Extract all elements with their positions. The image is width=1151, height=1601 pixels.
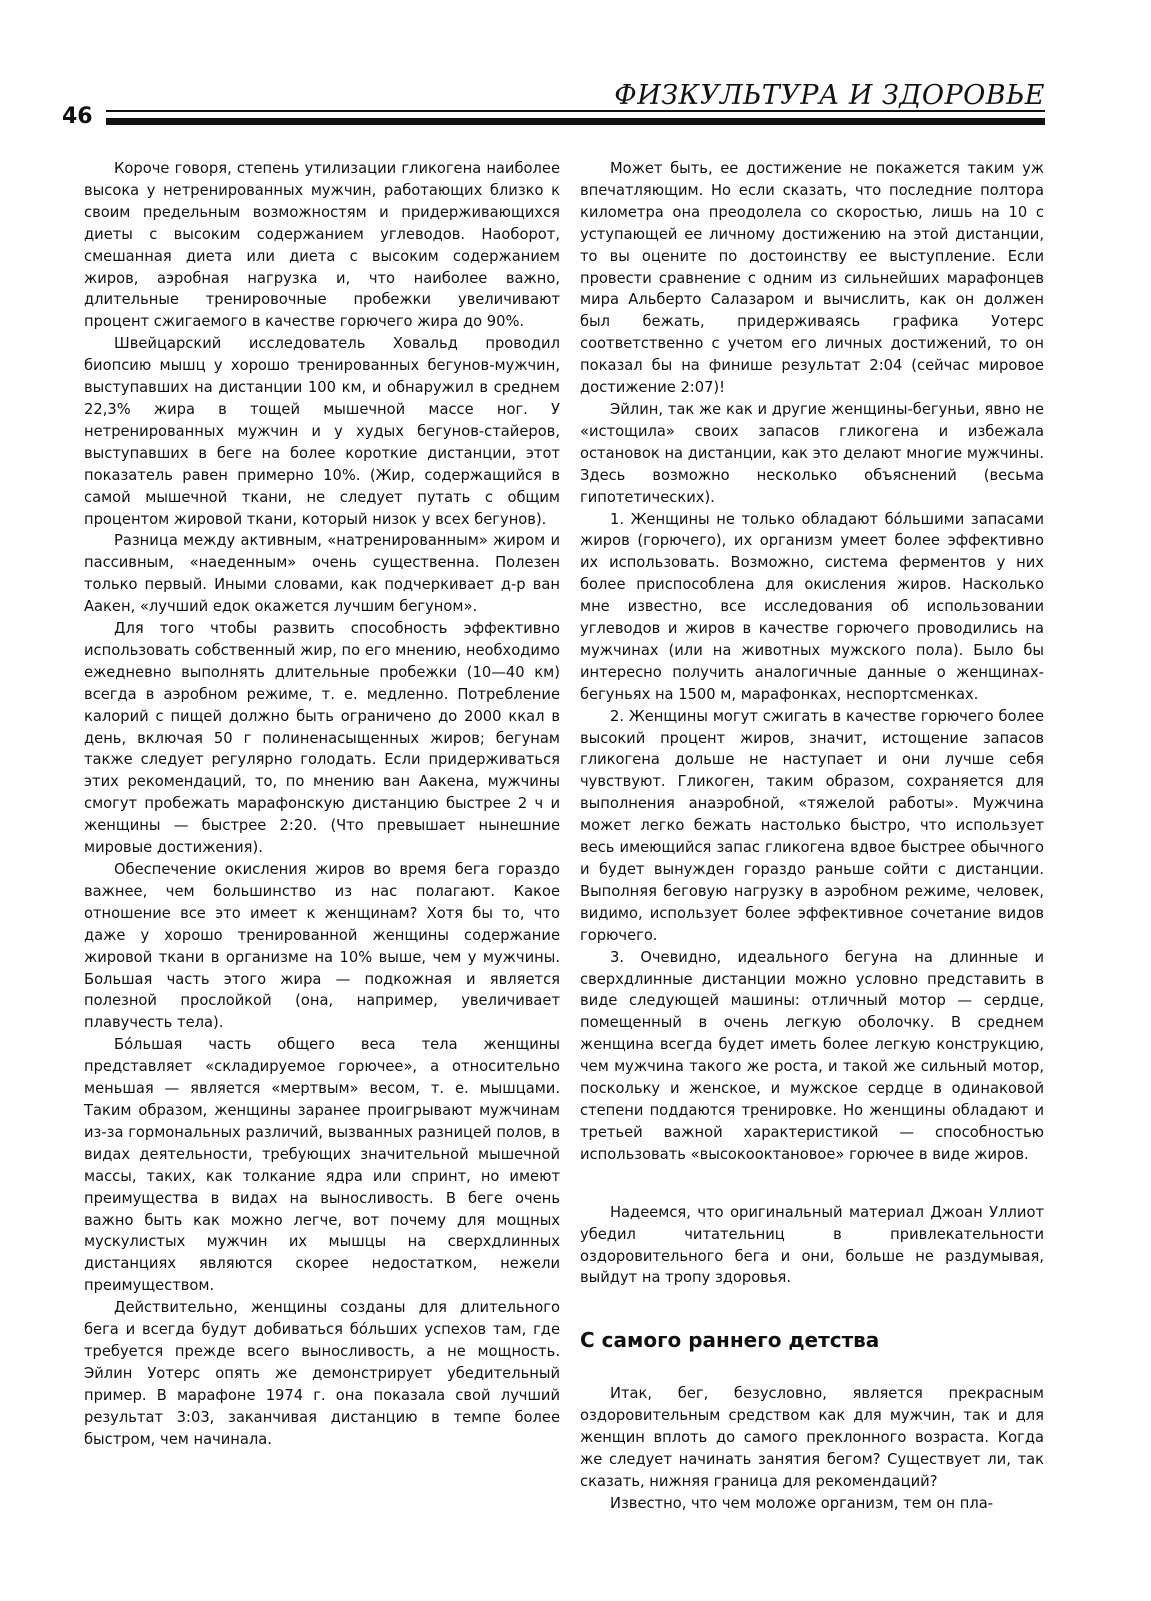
paragraph: Для того чтобы развить способность эффективно использовать собственный жир, по его мнению, необходимо ежедневно выполнять длительные пробежки (10—40 км) всегда в аэробном режиме, т. е. медленно. Потребление калорий с пищей должно быть ограничено до 2000 ккал в день, включая 50 г полиненасыщенных жиров; бегунам также следует регулярно голодать. Если придерживаться этих рекомендаций, то, по мнению ван Аакена, мужчины смогут пробежать марафонскую дистанцию быстрее 2 ч и женщины — быстрее 2:20. (Что превышает нынешние мировые достижения).: [84, 620, 560, 857]
header-rule-thick: [106, 118, 1045, 125]
paragraph: 1. Женщины не только обладают бо́льшими запасами жиров (горючего), их организм умеет более эффективно их использовать. Возможно, система ферментов у них более приспособлена для окисления жиров. Насколько мне известно, все исследования об использовании углеводов и жиров в качестве горючего проводились на мужчинах (или на животных мужского пола). Было бы интересно получить аналогичные данные о женщинах-бегуньях на 1500 м, марафонках, неспортсменках.: [580, 510, 1044, 703]
paragraph: Итак, бег, безусловно, является прекрасным оздоровительным средством как для мужчин, так и для женщин вплоть до самого преклонного возраста. Когда же следует начинать занятия бегом? Существует ли, так сказать, нижняя граница для рекомендаций?: [580, 1385, 1044, 1490]
right-text-column: [580, 158, 1044, 1515]
paragraph: Действительно, женщины созданы для длительного бега и всегда будут добиваться бо́льших успехов там, где требуется прежде всего выносливость, а не мощность. Эйлин Уотерс опять же демонстрирует убедительный пример. В марафоне 1974 г. она показала свой лучший результат 3:03, заканчивая дистанцию в темпе более быстром, чем начинала.: [84, 1299, 560, 1448]
running-section-title: ФИЗКУЛЬТУРА И ЗДОРОВЬЕ: [614, 80, 1045, 111]
paragraph: 3. Очевидно, идеального бегуна на длинные и сверхдлинные дистанции можно условно представить в виде следующей машины: отличный мотор — сердце, помещенный в очень легкую оболочку. В среднем женщина всегда будет иметь более легкую конструкцию, чем мужчина такого же роста, и такой же сильный мотор, поскольку и женское, и мужское сердце в одинаковой степени поддаются тренировке. Но женщины обладают и третьей важной характеристикой — способностью использовать «высокооктановое» горючее в виде жиров.: [580, 948, 1044, 1163]
paragraph: Швейцарский исследователь Ховальд проводил биопсию мышц у хорошо тренированных бегунов-мужчин, выступавших на дистанции 100 км, и обнаружил в среднем 22,3% жира в тощей мышечной массе ног. У нетренированных мужчин и у худых бегунов-стайеров, выступавших в беге на более короткие дистанции, этот показатель равен примерно 10%. (Жир, содержащийся в самой мышечной ткани, не следует путать с общим процентом жировой ткани, который низок у всех бегунов).: [84, 335, 560, 528]
paragraph: Обеспечение окисления жиров во время бега гораздо важнее, чем большинство из нас полагают. Какое отношение все это имеет к женщинам? Хотя бы то, что даже у хорошо тренированной женщины содержание жировой ткани в организме на 10% выше, чем у мужчины. Большая часть этого жира — подкожная и является полезной прослойкой (она, например, увеличивает плавучесть тела).: [84, 861, 560, 1032]
paragraph: Известно, что чем моложе организм, тем он пла-: [610, 1494, 994, 1512]
paragraph: Эйлин, так же как и другие женщины-бегуньи, явно не «истощила» своих запасов гликогена и избежала остановок на дистанции, как это делают многие мужчины. Здесь возможно несколько объяснений (весьма гипотетических).: [580, 400, 1044, 506]
closing-paragraph: Надеемся, что оригинальный материал Джоан Уллиот убедил читательниц в привлекательности оздоровительного бега и они, больше не раздумывая, выйдут на тропу здоровья.: [580, 1203, 1044, 1287]
left-text-column: [84, 158, 560, 1450]
paragraph: Разница между активным, «натренированным» жиром и пассивным, «наеденным» очень существенна. Полезен только первый. Иными словами, как подчеркивает д-р ван Аакен, «лучший едок окажется лучшим бегуном».: [84, 532, 560, 616]
paragraph: Короче говоря, степень утилизации гликогена наиболее высока у нетренированных мужчин, работающих близко к своим предельным возможностям и придерживающихся диеты с высоким содержанием углеводов. Наоборот, смешанная диета или диета с высоким содержанием жиров, аэробная нагрузка и, что наиболее важно, длительные тренировочные пробежки увеличивают процент сжигаемого в качестве горючего жира до 90%.: [84, 160, 560, 331]
paragraph: Бо́льшая часть общего веса тела женщины представляет «складируемое горючее», а относительно меньшая — является «мертвым» весом, т. е. мышцами. Таким образом, женщины заранее проигрывают мужчинам из-за гормональных различий, вызванных разницей полов, в видах деятельности, требующих значительной мышечной массы, таких, как толкание ядра или спринт, но имеют преимущества в видах на выносливость. В беге очень важно быть как можно легче, вот почему для мощных мускулистых мужчин их мышцы на сверхдлинных дистанциях являются скорее недостатком, нежели преимуществом.: [84, 1036, 560, 1295]
header-rule-thin: [106, 110, 1045, 112]
paragraph: Может быть, ее достижение не покажется таким уж впечатляющим. Но если сказать, что последние полтора километра она преодолела со скоростью, лишь на 10 с уступающей ее личному достижению на этой дистанции, то вы оцените по достоинству ее выступление. Если провести сравнение с одним из сильнейших марафонцев мира Альберто Салазаром и вычислить, как он должен был бежать, придерживаясь графика Уотерс соответственно с учетом его личных достижений, то он показал бы на финише результат 2:04 (сейчас мировое достижение 2:07)!: [580, 160, 1044, 397]
paragraph: 2. Женщины могут сжигать в качестве горючего более высокий процент жиров, значит, истощение запасов гликогена дольше не наступает и они лучше себя чувствуют. Гликоген, таким образом, сохраняется для выполнения анаэробной, «тяжелой работы». Мужчина может легко бежать настолько быстро, что использует весь имеющийся запас гликогена вдвое быстрее обычного и будет вынужден гораздо раньше сойти с дистанции. Выполняя беговую нагрузку в аэробном режиме, человек, видимо, использует более эффективное сочетание видов горючего.: [580, 707, 1044, 944]
section-heading: С самого раннего детства: [580, 1328, 880, 1353]
page-number: 46: [62, 104, 93, 129]
